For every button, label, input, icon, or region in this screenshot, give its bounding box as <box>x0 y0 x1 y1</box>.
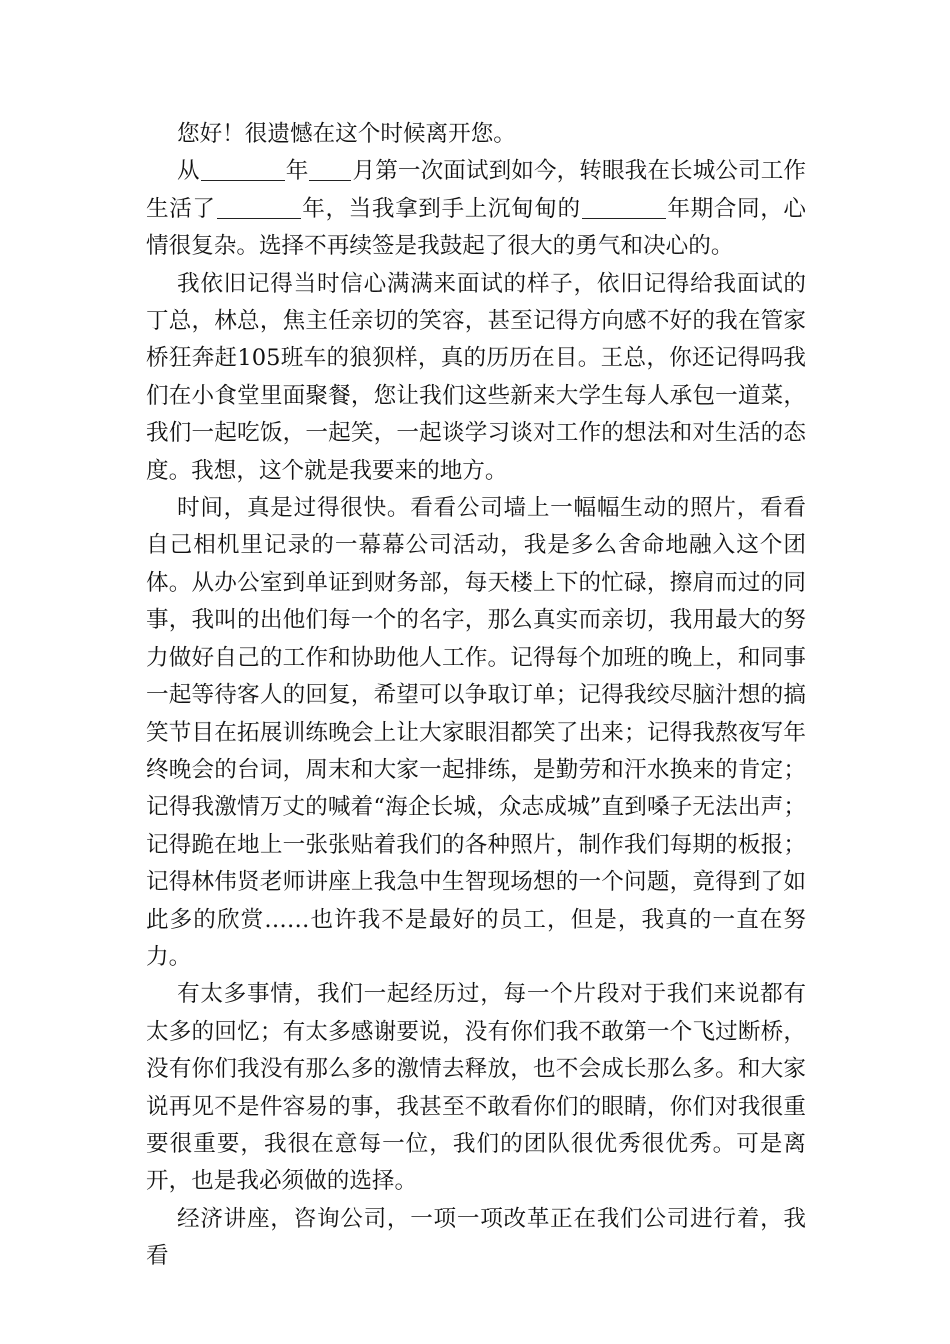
contract-text-2: 年 <box>285 158 309 185</box>
years-worked-blank[interactable] <box>217 196 301 219</box>
paragraph-contract <box>146 153 806 265</box>
contract-text-4: 年，当我拿到手上沉甸甸的 <box>301 195 581 222</box>
contract-term-blank[interactable] <box>582 196 666 219</box>
paragraph-reforms: 经济讲座，咨询公司，一项一项改革正在我们公司进行着，我看 <box>146 1205 806 1270</box>
contract-text-1: 从 <box>177 158 200 185</box>
contract-text-3: 月第一次面试到如今，转眼我在长城公司工作生活了 <box>146 158 807 222</box>
paragraph-greeting: 您好！很遗憾在这个时候离开您。 <box>177 121 516 147</box>
contract-text-5: 年期合同，心情很复杂。选择不再续签是我鼓起了很大的勇气和决心的。 <box>146 195 807 260</box>
paragraph-gratitude: 有太多事情，我们一起经历过，每一个片段对于我们来说都有太多的回忆；有太多感谢要说，没有你们我不敢第一个飞过断桥，没有你们我没有那么多的激情去释放，也不会成长那么多。和大家说再见不是件容易的事，我甚至不敢看你们的眼睛，你们对我很重要很重要，我很在意每一位，我们的团队很优秀很优秀。可是离开，也是我必须做的选择。 <box>146 981 806 1195</box>
month-blank[interactable] <box>309 158 351 181</box>
paragraph-time-passing: 时间，真是过得很快。看看公司墙上一幅幅生动的照片，看看自己相机里记录的一幕幕公司活动，我是多么舍命地融入这个团体。从办公室到单证到财务部，每天楼上下的忙碌，擦肩而过的同事，我叫的出他们每一个的名字，那么真实而亲切，我用最大的努力做好自己的工作和协助他人工作。记得每个加班的晚上，和同事一起等待客人的回复，希望可以争取订单；记得我绞尽脑汁想的搞笑节目在拓展训练晚会上让大家眼泪都笑了出来；记得我熬夜写年终晚会的台词，周末和大家一起排练，是勤劳和汗水换来的肯定；记得我激情万丈的喊着“海企长城，众志成城”直到嗓子无法出声；记得跪在地上一张张贴着我们的各种照片，制作我们每期的板报；记得林伟贤老师讲座上我急中生智现场想的一个问题，竟得到了如此多的欣赏……也许我不是最好的员工，但是，我真的一直在努力。 <box>146 495 806 970</box>
letter-body <box>146 116 806 1276</box>
year-blank[interactable] <box>201 158 285 181</box>
paragraph-memories-interview: 我依旧记得当时信心满满来面试的样子，依旧记得给我面试的丁总，林总，焦主任亲切的笑容，甚至记得方向感不好的我在管家桥狂奔赶105班车的狼狈样，真的历历在目。王总，你还记得吗我们在小食堂里面聚餐，您让我们这些新来大学生每人承包一道菜，我们一起吃饭，一起笑，一起谈学习谈对工作的想法和对生活的态度。我想，这个就是我要来的地方。 <box>146 270 806 484</box>
